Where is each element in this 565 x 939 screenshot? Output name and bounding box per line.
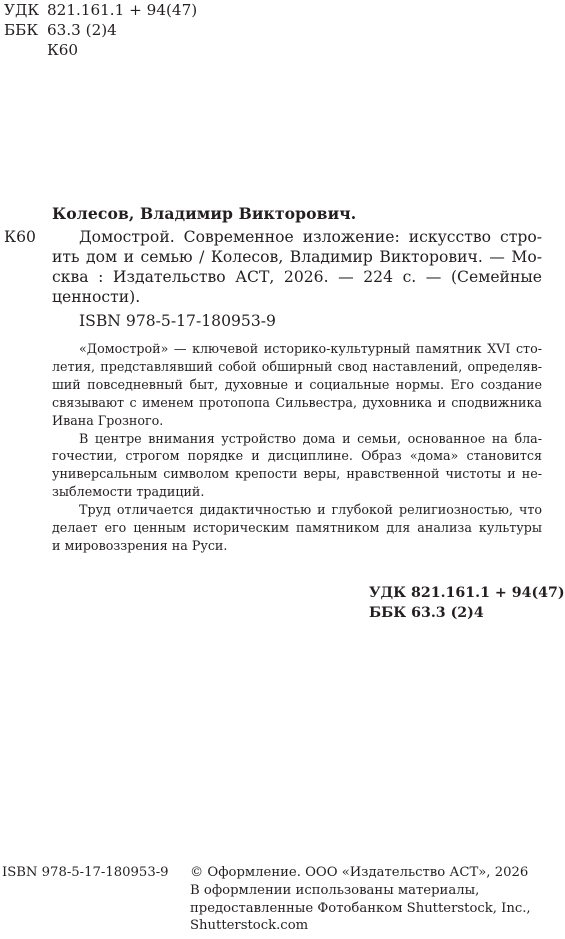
record-isbn: ISBN 978-5-17-180953-9	[79, 312, 276, 330]
annotation-line: делает его ценным историческим памятником для анализа культуры	[52, 520, 542, 536]
bbk-label: ББК	[4, 21, 39, 39]
bbk-line	[4, 20, 117, 40]
bibliographic-description	[52, 227, 542, 307]
annotation-line: В центре внимания устройство дома и семьи, основанное на бла-	[79, 430, 542, 446]
author-sign: К60	[4, 228, 36, 246]
classification-codes	[369, 583, 565, 623]
description-line: Домострой. Современное изложение: искусство стро-	[79, 228, 542, 246]
copyright-notice	[190, 864, 531, 935]
description-line: сква : Издательство АСТ, 2026. — 224 с. — (Семейные	[52, 268, 542, 286]
udk-code: УДК 821.161.1 + 94(47)	[369, 585, 565, 601]
description-line: ценности).	[52, 288, 141, 306]
bbk-code: ББК 63.3 (2)4	[369, 605, 484, 621]
annotation-line: Ивана Грозного.	[52, 412, 164, 428]
udk-value: 821.161.1 + 94(47)	[47, 1, 198, 19]
annotation-line: «Домострой» — ключевой историко-культурный памятник XVI сто-	[79, 341, 542, 356]
annotation-line: связывают с именем протопопа Сильвестра, духовника и сподвижника	[52, 394, 542, 410]
annotation-line: зыблемости традиций.	[52, 484, 205, 500]
copyright-line: В оформлении использованы материалы,	[190, 882, 480, 898]
bbk-value: 63.3 (2)4	[47, 21, 117, 39]
udk-label: УДК	[4, 1, 40, 19]
description-line: ить дом и семью / Колесов, Владимир Викторович. — Мо-	[52, 248, 542, 266]
author-sign-top: К60	[47, 41, 79, 59]
footer-isbn: ISBN 978-5-17-180953-9	[2, 865, 169, 880]
copyright-line: Shutterstock.com	[190, 918, 309, 934]
copyright-line: предоставленные Фотобанком Shutterstock, Inc.,	[190, 900, 531, 916]
annotation-line: гочестии, строгом порядке и дисциплине. Образ «дома» становится	[52, 448, 542, 464]
annotation-line: и мировоззрения на Руси.	[52, 537, 228, 553]
annotation-line: ший повседневный быт, духовные и социальные нормы. Его создание	[52, 376, 542, 392]
annotation-line: Труд отличается дидактичностью и глубокой религиозностью, что	[79, 502, 542, 518]
annotation-line: универсальным символом крепости веры, нравственной чистоты и не-	[52, 466, 542, 482]
annotation	[52, 340, 542, 555]
copyright-line: © Оформление. ООО «Издательство АСТ», 2026	[190, 865, 529, 880]
annotation-line: летия, представлявший собой обширный свод наставлений, определяв-	[52, 358, 542, 374]
udk-line	[4, 0, 197, 20]
author-heading: Колесов, Владимир Викторович.	[52, 204, 357, 223]
